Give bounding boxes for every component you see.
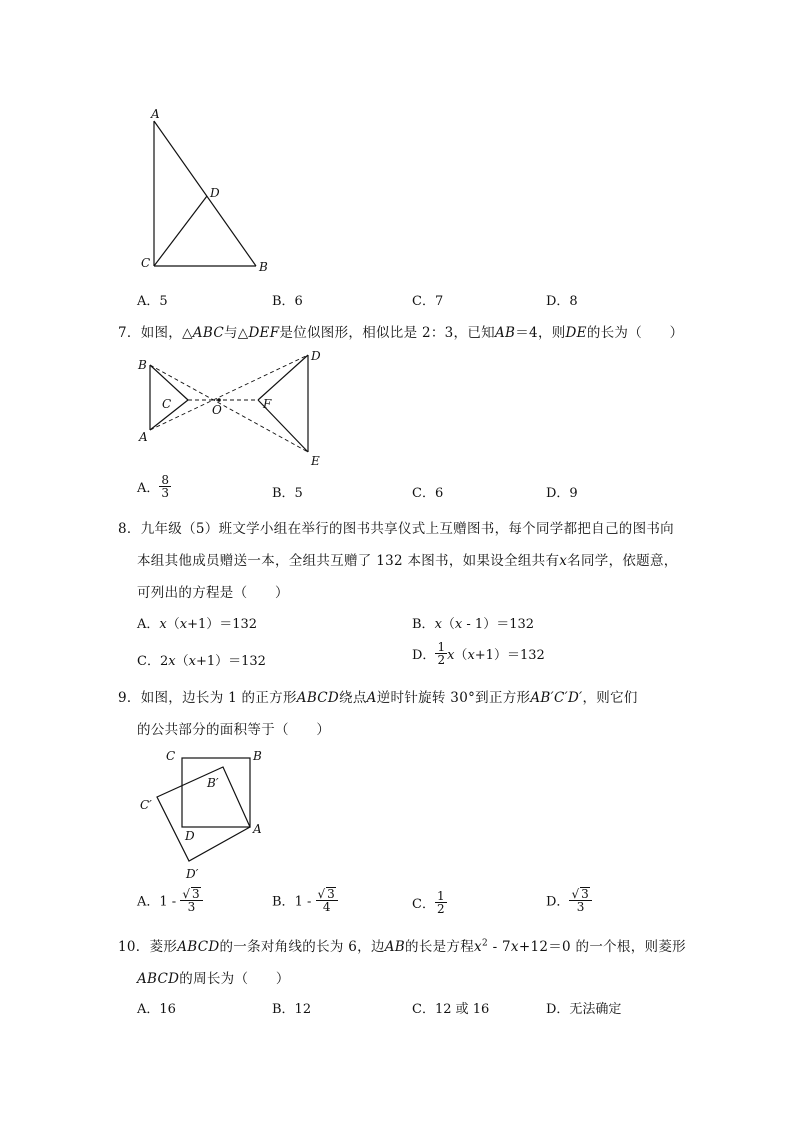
q9-option-b[interactable]: B．1 - $\frac{√ 3}{4}$ (272, 887, 338, 913)
q9-option-d[interactable]: D． $\frac{√ 3}{3}$ (546, 887, 592, 913)
q10-option-a[interactable]: A．16 (137, 1002, 176, 1017)
q6-option-b[interactable]: B．6 (272, 294, 303, 309)
q7-option-c[interactable]: C．6 (412, 486, 444, 501)
q7-option-a[interactable]: A． $\frac{8}{3}$ (137, 473, 170, 500)
q8-stem-line-3: 可列出的方程是（ ） (137, 585, 289, 601)
q7-label-e: E (311, 454, 320, 468)
q6-option-d[interactable]: D．8 (546, 294, 578, 309)
q9-option-a[interactable]: A．1 - $\frac{√ 3}{3}$ (137, 887, 203, 913)
q7-label-o: O (212, 403, 222, 417)
q10-stem-line-1: 10．菱形ABCD的一条对角线的长为 6，边AB的长是方程$x^2 - 7x+12=0$ 的一个根，则菱形 (118, 938, 686, 955)
q6-option-c[interactable]: C．7 (412, 294, 444, 309)
q6-label-d: D (210, 186, 220, 200)
q8-stem-line-2: 本组其他成员赠送一本，全组共互赠了 132 本图书，如果设全组共有x名同学，依题意， (137, 553, 678, 569)
q7-label-a: A (139, 430, 148, 444)
q8-stem-line-1: 8．九年级（5）班文学小组在举行的图书共享仪式上互赠图书，每个同学都把自己的图书向 (118, 521, 674, 537)
q8-option-a[interactable]: A．x（x+1）＝132 (137, 617, 258, 632)
q9-stem-line-1: 9．如图，边长为 1 的正方形ABCD绕点A逆时针旋转 30°到正方形AB′C′D′，则它们 (118, 690, 638, 706)
q6-label-b: B (259, 260, 268, 274)
q10-stem-line-2: ABCD的周长为（ ） (137, 971, 290, 987)
q6-label-a: A (151, 107, 160, 121)
q8-option-c[interactable]: C．2x（x+1）＝132 (137, 654, 266, 669)
q9-label-c-prime: C′ (140, 798, 152, 812)
q8-option-b[interactable]: B．x（x - 1）＝132 (412, 617, 535, 632)
q9-option-c[interactable]: C． $\frac{1}{2}$ (412, 889, 445, 916)
q9-stem-line-2: 的公共部分的面积等于（ ） (137, 722, 331, 738)
q7-label-d: D (311, 349, 321, 363)
q7-option-b[interactable]: B．5 (272, 486, 303, 501)
q9-label-b: B (253, 749, 262, 763)
q8-option-d[interactable]: D． $\frac{1}{2}$ x（x+1）＝132 (412, 640, 545, 667)
q7-label-b: B (138, 358, 147, 372)
q7-label-f: F (263, 397, 272, 411)
q9-label-b-prime: B′ (207, 776, 219, 790)
q7-option-d[interactable]: D．9 (546, 486, 578, 501)
q7-label-c: C (162, 397, 172, 411)
q9-label-d: D (185, 829, 195, 843)
q9-label-c: C (166, 749, 176, 763)
q6-option-a[interactable]: A．5 (137, 294, 168, 309)
q10-option-d[interactable]: D．无法确定 (546, 1002, 622, 1017)
q9-label-d-prime: D′ (186, 867, 199, 881)
q10-option-c[interactable]: C．12 或 16 (412, 1002, 490, 1017)
q9-label-a: A (253, 822, 262, 836)
q7-stem: 7．如图，△ABC与△DEF是位似图形，相似比是 2：3，已知AB＝4，则DE的长为（ ） (118, 325, 684, 341)
q6-label-c: C (141, 256, 151, 270)
q10-option-b[interactable]: B．12 (272, 1002, 312, 1017)
